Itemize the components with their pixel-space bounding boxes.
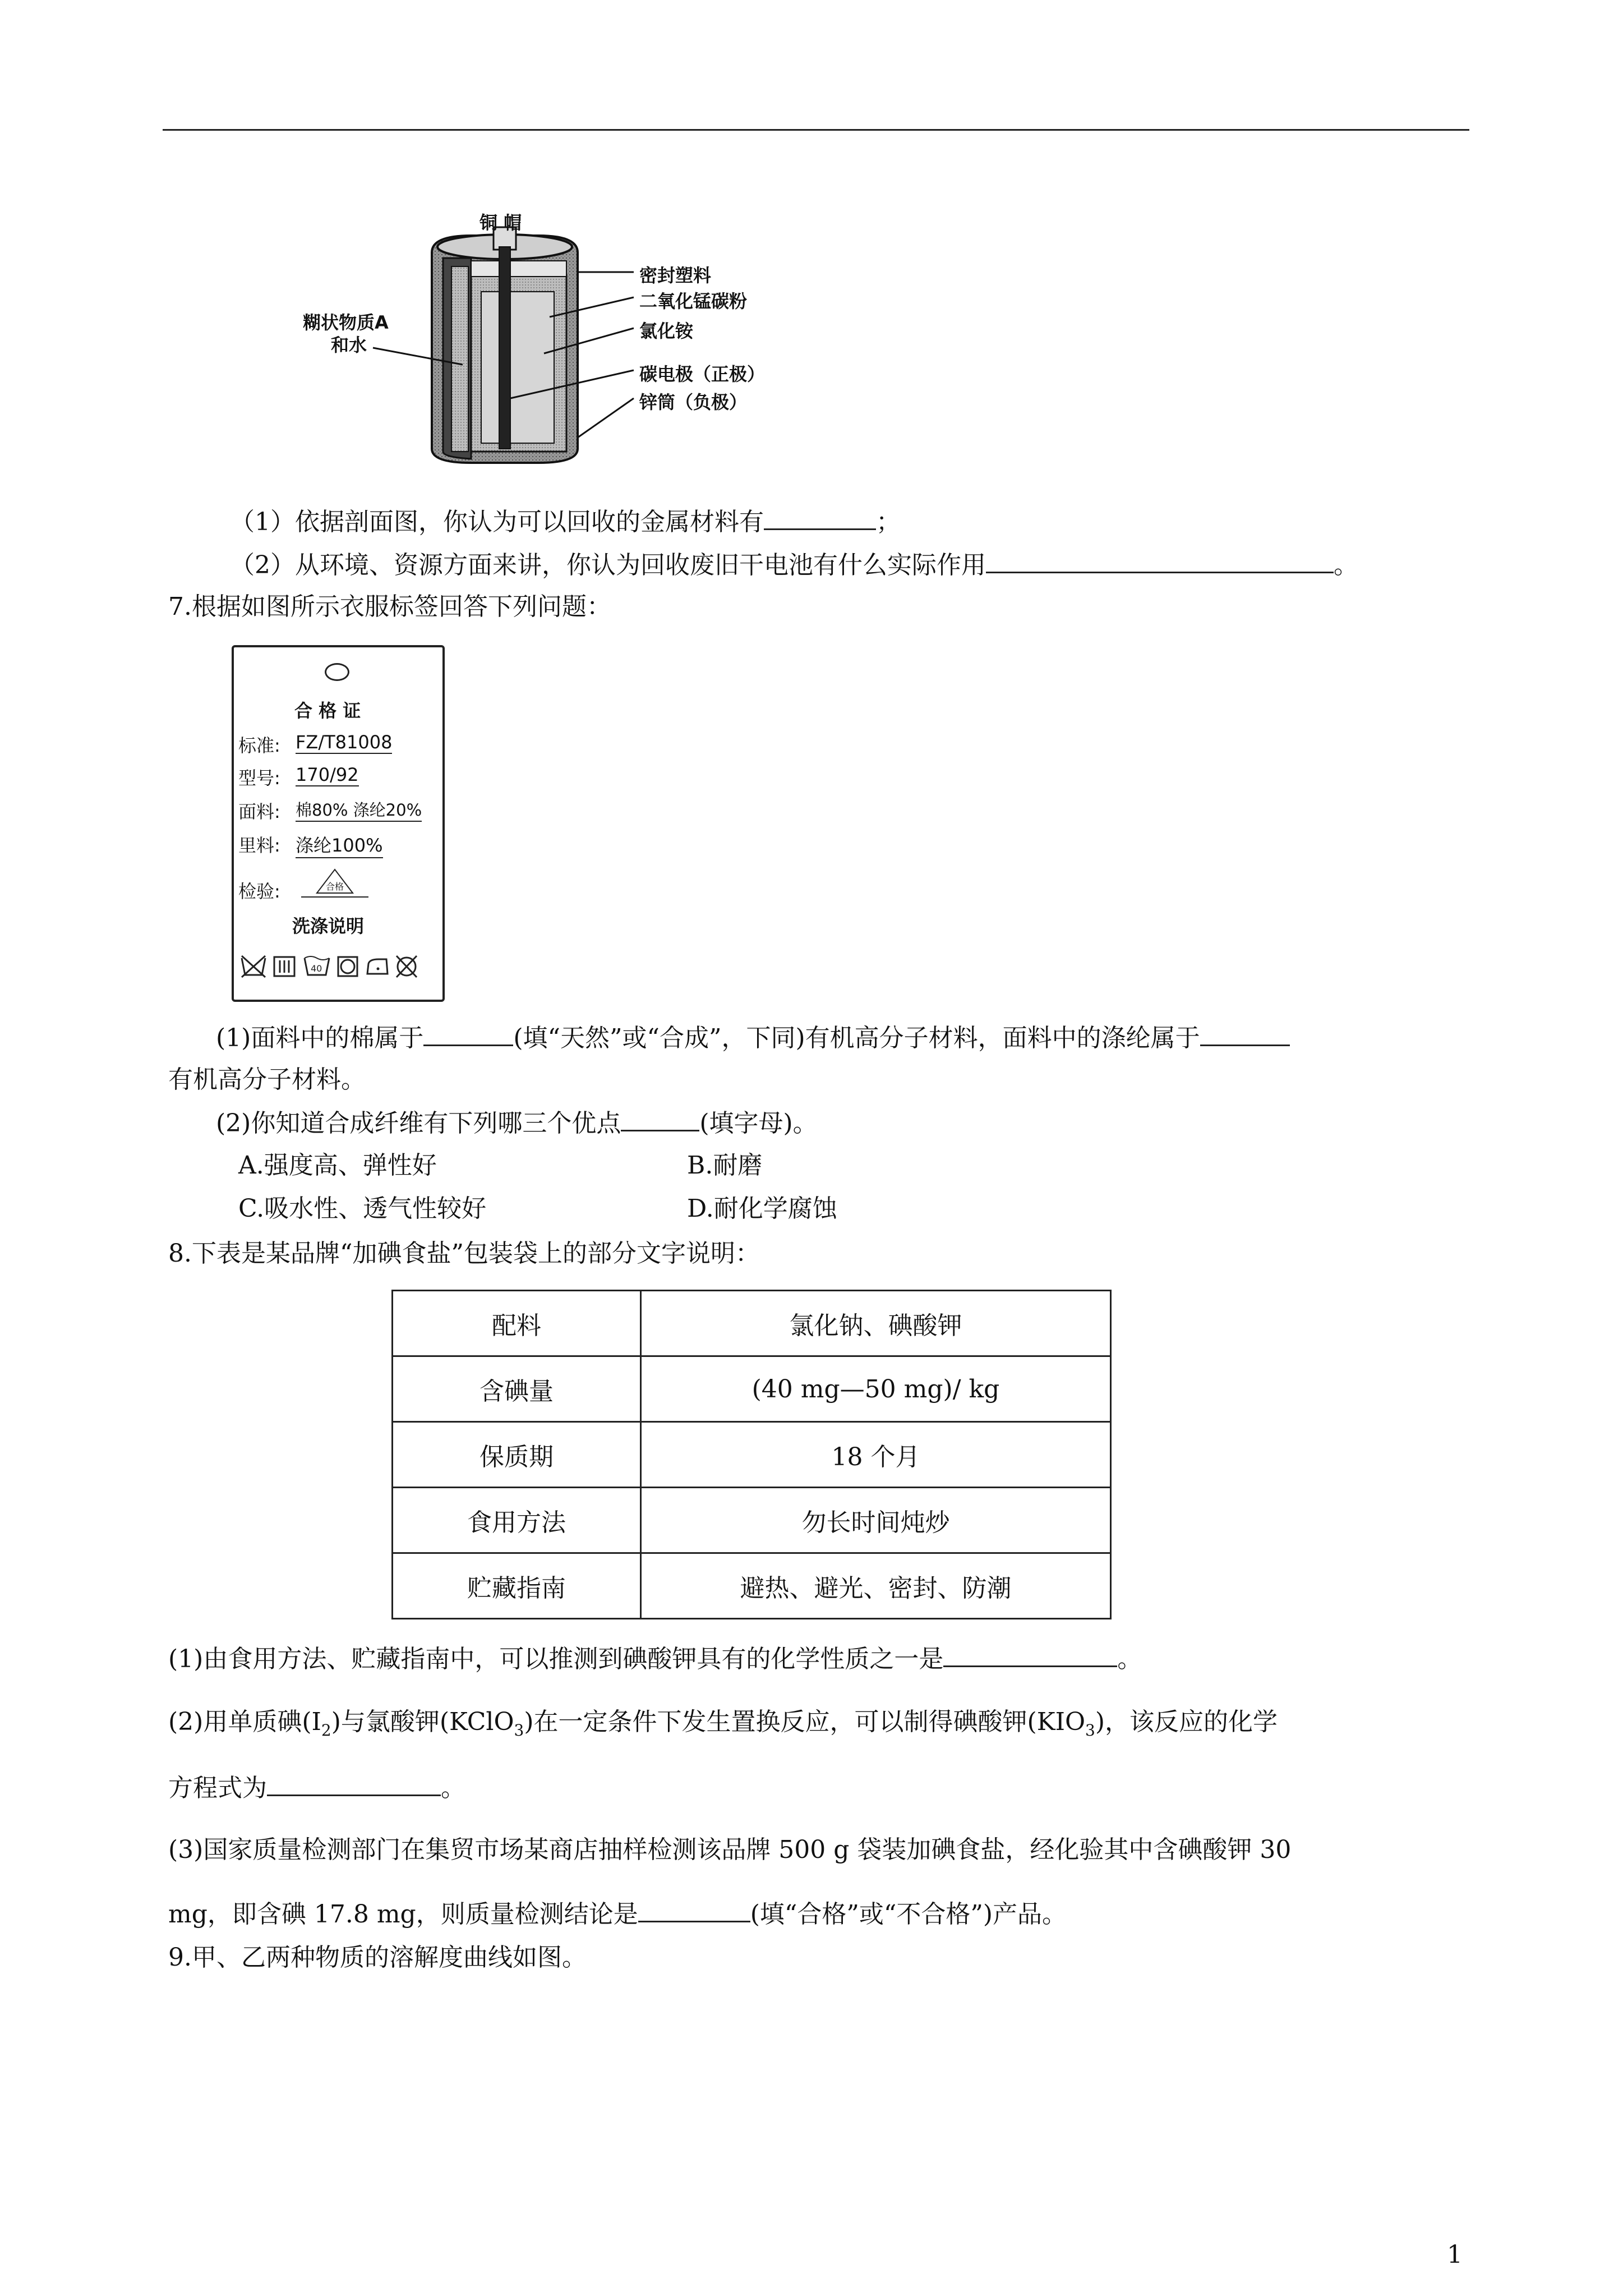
table-row (393, 1291, 1111, 1356)
answer-blank[interactable] (621, 1105, 699, 1131)
table-key: 贮藏指南 (393, 1553, 641, 1619)
table-value: (40 mg—50 mg)/ kg (641, 1356, 1111, 1422)
answer-blank[interactable] (943, 1641, 1117, 1667)
answer-blank[interactable] (423, 1020, 513, 1046)
q7-sub2: (2)你知道合成纤维有下列哪三个优点 (填字母)。 (216, 1105, 818, 1140)
table-value: 氯化钠、碘酸钾 (641, 1291, 1111, 1356)
salt-info-table (391, 1290, 1112, 1619)
table-key: 配料 (393, 1291, 641, 1356)
table-key: 食用方法 (393, 1488, 641, 1553)
svg-text:40: 40 (311, 963, 322, 974)
answer-blank[interactable] (986, 547, 1334, 573)
q8-sub2-line2: 方程式为 。 (168, 1770, 465, 1805)
header-rule (163, 129, 1469, 131)
table-value: 避热、避光、密封、防潮 (641, 1553, 1111, 1619)
table-row (393, 1488, 1111, 1553)
q7-sub1-line2: 有机高分子材料。 (168, 1065, 366, 1094)
q8-sub3-line1: (3)国家质量检测部门在集贸市场某商店抽样检测该品牌 500 g 袋装加碘食盐，经化验其中含碘酸钾 30 (168, 1835, 1292, 1864)
page-number: 1 (1447, 2240, 1463, 2269)
table-row (393, 1422, 1111, 1488)
q9-stem: 9.甲、乙两种物质的溶解度曲线如图。 (168, 1943, 587, 1972)
table-value: 18 个月 (641, 1422, 1111, 1488)
label-carbon-electrode: 碳电极（正极） (639, 364, 766, 385)
label-mno2-carbon: 二氧化锰碳粉 (639, 291, 748, 312)
wash-40-icon (305, 956, 329, 975)
tag-model-label: 型号: (238, 767, 280, 789)
q7-option-d: D.耐化学腐蚀 (687, 1194, 837, 1223)
iron-icon (367, 959, 388, 974)
answer-blank[interactable] (764, 504, 876, 530)
clothing-tag (232, 645, 445, 1002)
q7-option-c: C.吸水性、透气性较好 (238, 1194, 487, 1223)
tag-inspect-label: 检验: (238, 881, 280, 902)
wash-symbols (239, 950, 436, 982)
answer-blank[interactable] (638, 1896, 750, 1922)
label-copper-cap: 铜 帽 (479, 212, 522, 233)
tumble-dry-icon (338, 957, 357, 976)
tag-standard-value: FZ/T81008 (296, 731, 393, 753)
no-wash-icon (242, 956, 265, 977)
q8-sub2-line1: (2)用单质碘$(I_2)$与氯酸钾(KClO$_3$)在一定条件下发生置换反应，可以制得碘酸钾$(KIO_3)$，该反应的化学 (168, 1708, 1278, 1740)
q7-option-a: A.强度高、弹性好 (238, 1151, 437, 1180)
tag-fabric-label: 面料: (238, 801, 280, 822)
q7-option-b: B.耐磨 (687, 1151, 763, 1180)
label-water: 和水 (331, 334, 367, 356)
table-key: 保质期 (393, 1422, 641, 1488)
hang-dry-icon (274, 957, 294, 976)
tag-standard-label: 标准: (238, 735, 280, 756)
q8-sub1: (1)由食用方法、贮藏指南中，可以推测到碘酸钾具有的化学性质之一是 。 (168, 1641, 1142, 1676)
label-zinc-can: 锌筒（负极） (639, 392, 748, 413)
q6-sub2: （2）从环境、资源方面来讲，你认为回收废旧干电池有什么实际作用 。 (230, 547, 1358, 582)
tag-title: 合 格 证 (294, 700, 361, 721)
battery-figure (303, 212, 766, 471)
label-paste-a: 糊状物质A (303, 312, 389, 333)
label-nh4cl: 氯化铵 (639, 320, 694, 342)
q7-sub1-line1: (1)面料中的棉属于 (填“天然”或“合成”，下同)有机高分子材料，面料中的涤纶属于 (216, 1020, 1290, 1055)
tag-lining-value: 涤纶100% (296, 831, 383, 858)
table-key: 含碘量 (393, 1356, 641, 1422)
inspect-stamp-icon: 合格 (301, 867, 368, 898)
tag-hole-icon (325, 663, 349, 681)
no-dry-clean-icon (396, 956, 417, 977)
q7-stem: 7.根据如图所示衣服标签回答下列问题： (168, 592, 611, 621)
table-row (393, 1356, 1111, 1422)
q8-stem: 8.下表是某品牌“加碘食盐”包装袋上的部分文字说明： (168, 1239, 760, 1268)
answer-blank[interactable] (1200, 1020, 1290, 1046)
q6-sub1: （1）依据剖面图，你认为可以回收的金属材料有 ； (230, 504, 901, 539)
label-seal-plastic: 密封塑料 (639, 265, 712, 286)
q8-sub3-line2: mg，即含碘 17.8 mg，则质量检测结论是 (填“合格”或“不合格”)产品。 (168, 1896, 1067, 1931)
tag-lining-label: 里料: (238, 835, 280, 856)
tag-wash-title: 洗涤说明 (292, 915, 365, 937)
answer-blank[interactable] (267, 1770, 441, 1796)
table-row (393, 1553, 1111, 1619)
table-value: 勿长时间炖炒 (641, 1488, 1111, 1553)
tag-fabric-value: 棉80% 涤纶20% (296, 798, 422, 822)
tag-model-value: 170/92 (296, 764, 359, 785)
